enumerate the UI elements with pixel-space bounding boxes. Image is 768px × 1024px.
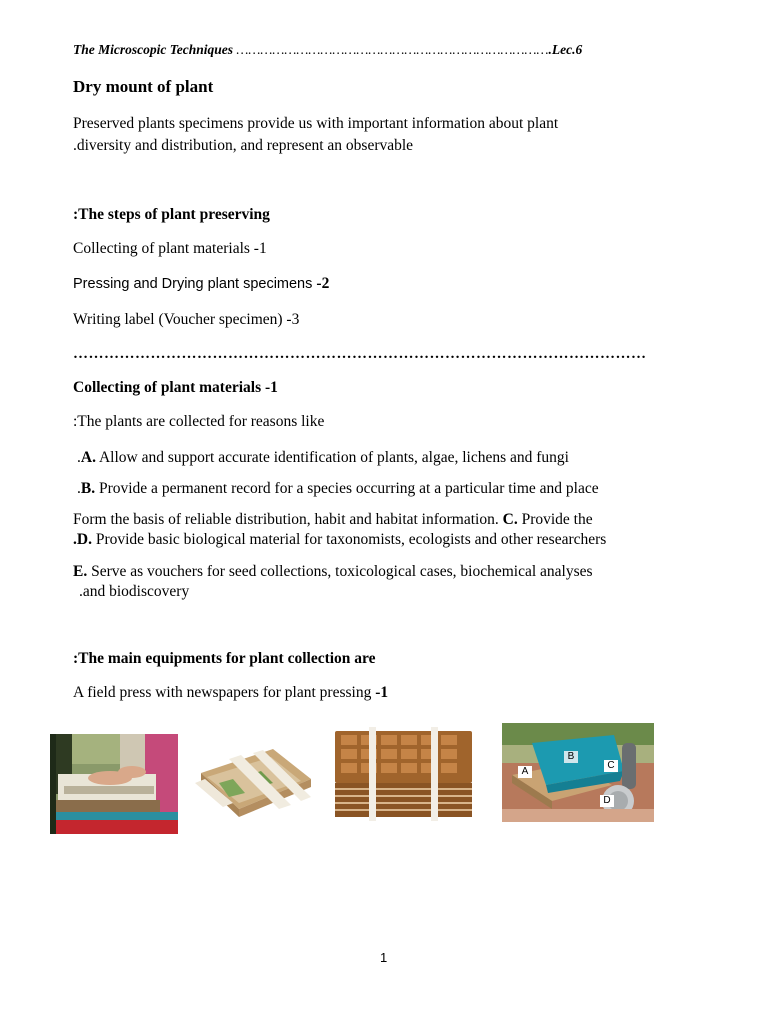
header-lecture: .Lec.6 [548,42,583,57]
page-title: Dry mount of plant [73,77,214,96]
section-collecting-subtitle: :The plants are collected for reasons like [73,413,325,430]
figure-label-b: B [564,751,578,763]
photo-pressing-plants [50,734,178,834]
reason-b [77,479,599,499]
reason-e-text: Serve as vouchers for seed collections, toxicological cases, biochemical analyses [87,563,593,580]
photo-tied-plant-press [193,743,315,823]
step-2 [73,274,329,294]
reason-a-letter: A. [80,449,96,466]
reason-e [73,562,593,582]
reason-c-text: Form the basis of reliable distribution, habit and habitat information. [73,511,503,528]
step-3: Writing label (Voucher specimen) -3 [73,311,300,328]
step-2-text: Pressing and Drying plant specimens [73,276,317,292]
steps-title: :The steps of plant preserving [73,206,270,223]
photo-wooden-lattice-press [331,725,476,821]
figure-label-d: D [600,795,614,807]
dotted-separator: ………………………………………………………………………………………………… [73,346,647,362]
reason-c-letter: C. [502,511,518,528]
reason-b-text: Provide a permanent record for a species occurring at a particular time and place [95,480,599,497]
equipment-item-1-text: A field press with newspapers for plant pressing [73,684,376,701]
running-header [73,42,643,58]
reason-d-letter: .D. [73,531,92,548]
header-dots: …………………………………………………………………… [236,42,549,57]
equipment-title: :The main equipments for plant collection are [73,650,376,667]
figure-label-a: A [518,766,532,778]
header-title: The Microscopic Techniques [73,42,233,57]
page-number: 1 [380,950,388,965]
reason-a-text: Allow and support accurate identification of plants, algae, lichens and fungi [95,449,569,466]
reason-b-letter: B. [80,480,96,497]
reason-d [73,530,606,550]
reason-c [73,510,593,530]
reason-d-text: Provide basic biological material for taxonomists, ecologists and other researchers [91,531,607,548]
reason-e-line-2: .and biodiscovery [79,583,190,600]
intro-line-2: .diversity and distribution, and represent an observable [73,137,414,154]
reason-a [77,448,569,468]
section-collecting-title: Collecting of plant materials -1 [73,379,278,396]
intro-line-1: Preserved plants specimens provide us with important information about plant [73,115,559,132]
photo-field-equipment-labeled [502,723,654,822]
reason-e-letter: E. [73,563,88,580]
step-1: Collecting of plant materials -1 [73,240,267,257]
figure-label-c: C [604,760,618,772]
equipment-item-1 [73,683,388,703]
equipment-item-1-number: -1 [375,684,389,701]
step-2-number: -2 [316,275,330,292]
reason-b-prefix: . [77,480,81,497]
reason-c-tail: Provide the [517,511,593,528]
reason-a-prefix: . [77,449,81,466]
